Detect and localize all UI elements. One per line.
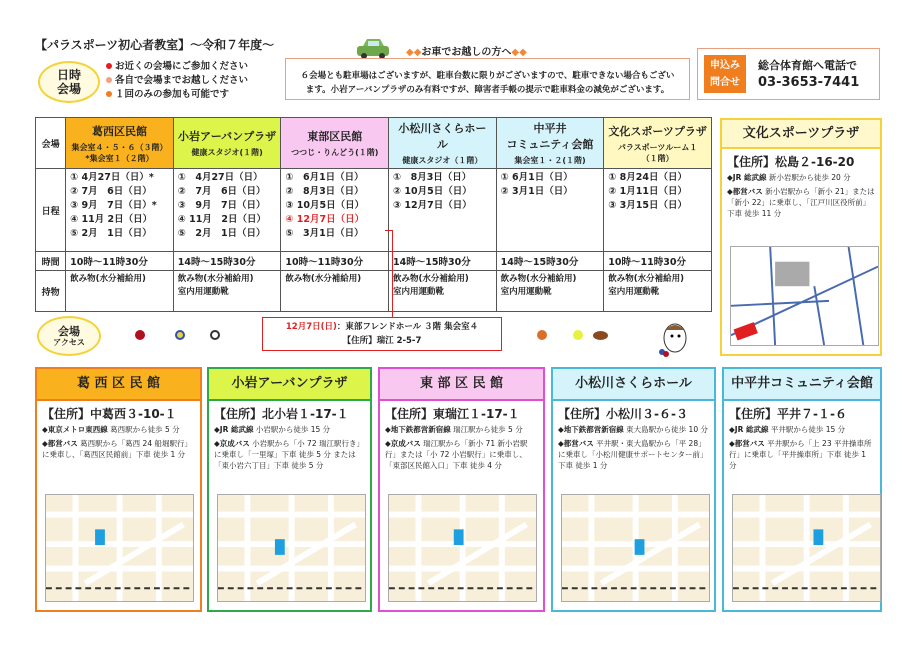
route-item: ◆京成バス 瑞江駅から「新小 71 新小岩駅行」または「小 72 小岩駅行」に乗車し、「東部区民館入口」下車 徒歩 4 分 [385,439,528,470]
venue-header [173,118,281,169]
row-label: 日程 [36,169,66,252]
row-label: 持物 [36,271,66,312]
route-item: ◆地下鉄都営新宿線 瑞江駅から徒歩 5 分 [385,425,523,434]
table-row [36,271,712,312]
map-image [217,494,366,602]
note-item [106,74,248,88]
route-line: 都営バス [734,439,765,448]
date-item: ⑤ 2月 1日（日） [177,228,266,239]
venue-access-badge [37,316,101,356]
volleyball-icon [175,330,185,340]
diamond-icon: ◆◆ [511,47,527,58]
route-line: 東京メトロ東西線 [47,425,108,434]
route-line: 地下鉄都営新宿線 [563,425,624,434]
time-cell: 14時～15時30分 [173,252,281,271]
venue-access-card [551,367,716,612]
venue-room: パラスポーツルーム１ [617,142,698,152]
route-item: ◆都営バス 新小岩駅から「新小 21」または「新小 22」に乗車し、「江戸川区役所前」下車 徒歩 11 分 [727,187,875,218]
phone-number[interactable]: 03-3653-7441 [758,75,860,90]
dates-cell [173,169,281,252]
row-label: 時間 [36,252,66,271]
arrow-connector [385,230,393,318]
date-item: ① 8月3日（日） [393,172,472,183]
parking-heading [400,43,533,58]
items-cell [389,271,497,312]
date-item: ③ 9月 7日（日） [177,200,266,211]
date-item: ③ 3月15日（日） [608,200,687,211]
time-cell: 14時～15時30分 [496,252,604,271]
route-line: 都営バス [732,187,763,196]
route-item: ◆都営バス 葛西駅から「葛西 24 船堀駅行」に乗車し、「葛西区民館前」下車 徒歩 1 分 [42,439,192,459]
diamond-icon: ◆◆ [406,47,422,58]
item: 室内用運動靴 [393,287,445,297]
date-item: ① 6月1日（日） [285,172,364,183]
route-line: JR 総武線 [219,425,254,434]
route-desc: 平井駅から「上 23 平井操車所行」に乗車し「平井操車所」下車 徒歩 1 分 [729,439,872,470]
table-row [36,169,712,252]
ball-icon [135,330,145,340]
soccer-ball-icon [210,330,220,340]
route-item: ◆地下鉄都営新宿線 東大島駅から徒歩 10 分 [558,425,708,434]
item: 飲み物(水分補給用) [285,274,362,284]
notice-date: 12月7日(日) [285,322,337,332]
venue-room: 集会室４・５・６（３階） [71,142,168,152]
map-image [730,246,879,346]
map-image [45,494,194,602]
venue-access-card [207,367,372,612]
card-address: 【住所】平井７-１-６ [729,407,847,421]
venue-room: （１階） [641,153,674,163]
dates-cell [281,169,389,252]
table-row [36,252,712,271]
date-item: ③ 12月7日（日） [393,200,472,211]
badge-text: 問合せ [710,77,740,88]
venue-access-card [378,367,545,612]
route-desc: 平井駅・東大島駅から「平 28」に乗車し「小松川健康サポートセンター前」下車 徒歩 1 分 [558,439,708,470]
badge-text: 申込み [710,60,740,71]
badge-line: アクセス [53,337,85,347]
card-address: 【住所】松島２-16-20 [727,155,855,169]
venue-access-card [722,367,882,612]
notice-text: ：東部フレンドホール ３階 集会室４ [336,322,479,332]
venue-room: 集会室１・２(１階) [514,156,586,165]
items-cell [66,271,174,312]
card-title: 小松川さくらホール [553,369,714,401]
route-desc: 東大島駅から徒歩 10 分 [626,425,708,434]
date-item: ② 3月1日（日） [500,186,573,197]
note-text: １回のみの参加も可能です [115,89,230,100]
card-title: 小岩アーバンプラザ [209,369,370,401]
note-item [106,60,248,74]
item: 飲み物(水分補給用) [177,274,254,284]
date-item: ⑤ 3月1日（日） [285,228,364,239]
venue-header [281,118,389,169]
route-desc: 新小岩駅から徒歩 20 分 [768,173,851,182]
bullet-icon [106,91,112,97]
note-item [106,88,248,102]
map-image [388,494,537,602]
rugby-ball-icon [593,331,608,340]
date-item: ④ 11月 2日（日） [177,214,266,225]
items-cell [281,271,389,312]
item: 飲み物(水分補給用) [70,274,146,284]
venue-name: 東部区民館 [307,130,363,143]
venue-room: *集会室１（２階） [85,153,154,163]
route-item: ◆京成バス 小岩駅から「小 72 瑞江駅行き」に乗車し「一里塚」下車 徒歩 5 分 または「東小岩六丁目」下車 徒歩 5 分 [214,439,364,470]
items-cell [604,271,712,312]
date-item: ④ 11月 2日（日） [70,214,153,225]
parking-notice-line: ます。小岩アーバンプラザのみ有料ですが、障害者手帳の提示で駐車料金の減免がございます。 [305,85,670,95]
card-title: 葛 西 区 民 館 [37,369,200,401]
venue-header [496,118,604,169]
venue-name: 葛西区民館 [91,124,147,138]
date-item: ④ 12月7日（日） [285,214,365,225]
item: 室内用運動靴 [177,287,229,297]
badge-line: 日時 [56,67,81,82]
map-image [732,494,881,602]
venue-name: 文化スポーツプラザ [608,124,707,138]
item: 室内用運動靴 [500,287,552,297]
dates-cell [604,169,712,252]
parking-notice [285,58,690,100]
item: 室内用運動靴 [608,287,660,297]
route-desc: 小岩駅から「小 72 瑞江駅行き」に乗車し「一里塚」下車 徒歩 5 分 または「東小岩六丁目」下車 徒歩 5 分 [214,439,364,470]
route-desc: 瑞江駅から徒歩 5 分 [453,425,523,434]
route-desc: 新小岩駅から「新小 21」または「新小 22」に乗車し、「江戸川区役所前」下車 徒歩 11 分 [727,187,875,218]
tennis-ball-icon [573,330,583,340]
venue-name: 中平井 コミュニティ会館 [506,122,594,151]
apply-badge [704,55,746,93]
venue-access-card [35,367,202,612]
date-item: ② 7月 6日（日） [70,186,152,197]
card-title: 文化スポーツプラザ [722,120,880,149]
card-address: 【住所】中葛西３-10-１ [42,407,177,421]
route-item: ◆JR 総武線 平井駅から徒歩 15 分 [729,425,846,434]
card-title: 中平井コミュニティ会館 [724,369,880,401]
route-line: 都営バス [563,439,594,448]
venue-change-notice [262,317,502,351]
date-item: ③ 9月 7日（日）* [70,200,157,211]
card-address: 【住所】東瑞江１-17-１ [385,407,520,421]
date-item: ② 10月5日（日） [393,186,472,197]
table-row [36,118,712,169]
dates-cell [496,169,604,252]
route-line: 京成バス [390,439,421,448]
note-text: 各自で会場までお越しください [115,75,249,86]
badge-line: 会場 [56,82,81,96]
route-line: 都営バス [47,439,78,448]
notes-list [106,60,248,102]
item: 飲み物(水分補給用) [500,274,577,284]
note-text: お近くの会場にご参加ください [115,61,249,72]
bullet-icon [106,77,112,83]
route-item: ◆JR 総武線 新小岩駅から徒歩 20 分 [727,173,851,182]
venue-name: 小岩アーバンプラザ [178,130,277,143]
date-item: ① 4月27日（日） [177,172,263,183]
route-line: JR 総武線 [734,425,769,434]
date-item: ① 4月27日（日）* [70,172,154,183]
time-cell: 10時～11時30分 [604,252,712,271]
items-cell [173,271,281,312]
row-label: 会場 [36,118,66,169]
schedule-table [35,117,712,312]
venue-room: 健康スタジオ(１階) [191,148,263,157]
route-desc: 平井駅から徒歩 15 分 [770,425,846,434]
basketball-icon [537,330,547,340]
time-cell: 10時～11時30分 [66,252,174,271]
route-desc: 小岩駅から徒歩 15 分 [255,425,331,434]
date-item: ③ 10月5日（日） [285,200,365,211]
car-icon [355,38,391,60]
venue-room: つつじ・りんどう(１階) [291,148,379,157]
date-item: ⑤ 2月 1日（日） [70,228,152,239]
route-line: 京成バス [219,439,250,448]
item: 飲み物(水分補給用) [608,274,685,284]
parking-heading-text: お車でお越しの方へ [421,47,512,58]
date-item: ① 6月1日（日） [500,172,573,183]
datetime-venue-badge [38,61,100,103]
date-item: ② 1月11日（日） [608,186,687,197]
date-item: ② 7月 6日（日） [177,186,266,197]
route-desc: 葛西駅から徒歩 5 分 [110,425,180,434]
route-desc: 葛西駅から「葛西 24 船堀駅行」に乗車し、「葛西区民館前」下車 徒歩 1 分 [42,439,192,459]
items-cell [496,271,604,312]
item: 飲み物(水分補給用) [393,274,469,284]
venue-header [604,118,712,169]
bunka-sports-plaza-card [720,118,882,356]
card-title: 東 部 区 民 館 [380,369,543,401]
venue-header [389,118,497,169]
notice-address: 【住所】瑞江 2-5-7 [342,336,422,346]
date-item: ① 8月24日（日） [608,172,687,183]
venue-header [66,118,174,169]
badge-line: 会場 [58,324,80,338]
venue-room: 健康スタジオ（１階） [402,156,483,165]
dates-cell [389,169,497,252]
contact-name: 総合体育館へ電話で [758,59,857,72]
route-line: 地下鉄都営新宿線 [390,425,451,434]
card-address: 【住所】小松川３-６-３ [558,407,688,421]
date-item: ② 8月3日（日） [285,186,364,197]
parking-notice-line: ６会場とも駐車場はございますが、駐車台数に限りがございますので、駐車できない場合もござい [300,71,675,81]
venue-name: 小松川さくらホール [398,122,487,151]
contact-box [697,48,880,100]
dates-cell [66,169,174,252]
bullet-icon [106,63,112,69]
time-cell: 14時～15時30分 [389,252,497,271]
route-item: ◆都営バス 平井駅・東大島駅から「平 28」に乗車し「小松川健康サポートセンター前」下車 徒歩 1 分 [558,439,708,470]
page-title: 【パラスポーツ初心者教室】～令和７年度～ [35,38,275,52]
card-address: 【住所】北小岩１-17-１ [214,407,349,421]
mascot-icon [658,318,688,358]
route-desc: 瑞江駅から「新小 71 新小岩駅行」または「小 72 小岩駅行」に乗車し、「東部区民館入口」下車 徒歩 4 分 [385,439,528,470]
route-item: ◆東京メトロ東西線 葛西駅から徒歩 5 分 [42,425,180,434]
time-cell: 10時～11時30分 [281,252,389,271]
route-item: ◆都営バス 平井駅から「上 23 平井操車所行」に乗車し「平井操車所」下車 徒歩 1 分 [729,439,872,470]
route-line: JR 総武線 [732,173,767,182]
map-image [561,494,710,602]
route-item: ◆JR 総武線 小岩駅から徒歩 15 分 [214,425,331,434]
